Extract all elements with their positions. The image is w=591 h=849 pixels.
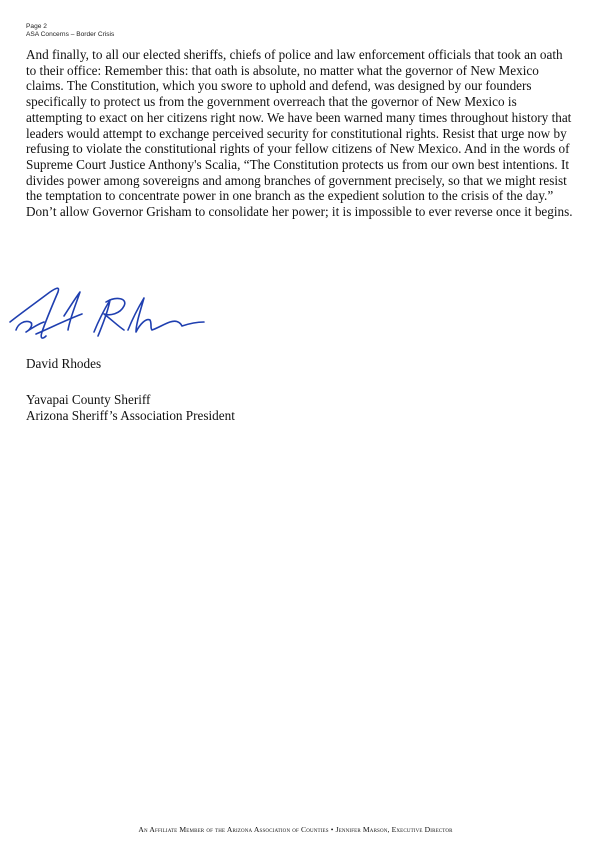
letter-subject: ASA Concerns – Border Crisis (26, 31, 115, 38)
footer-affiliation: An Affiliate Member of the Arizona Association of Counties (138, 825, 329, 834)
signatory-title-president: Arizona Sheriff’s Association President (26, 407, 235, 423)
signatory-title-sheriff: Yavapai County Sheriff (26, 392, 151, 407)
page-number: Page 2 (26, 23, 47, 30)
letter-body-paragraph: And finally, to all our elected sheriffs, chiefs of police and law enforcement officials that took an oath to their office: Remember this: that oath is absolute, no matter what the governor of New Mexico claims. The Constitution, which you swore to uphold and defend, was designed by our founders specifically to protect us from the government overreach that the governor of New Mexico is attempting to exact on her citizens right now. We have been warned many times throughout history that leaders would attempt to exchange perceived security for constitutional rights. Resist that urge now by refusing to violate the constitutional rights of your fellow citizens of New Mexico. And in the words of Supreme Court Justice Anthony's Scalia, “The Constitution protects us from our own best intentions. It divides power among sovereigns and among branches of government precisely, so that we might resist the temptation to concentrate power in one branch as the expedient solution to the crisis of the day.” Don’t allow Governor Grisham to consolidate her power; it is impossible to ever reverse once it begins. (26, 47, 573, 220)
page-header (26, 23, 114, 39)
signatory-titles (26, 392, 235, 423)
footer-director: Jennifer Marson, Executive Director (335, 825, 453, 834)
signatory-name: David Rhodes (26, 356, 102, 371)
letterhead-footer (0, 825, 591, 835)
handwritten-signature (6, 270, 211, 362)
footer-bullet-separator: • (330, 825, 334, 834)
